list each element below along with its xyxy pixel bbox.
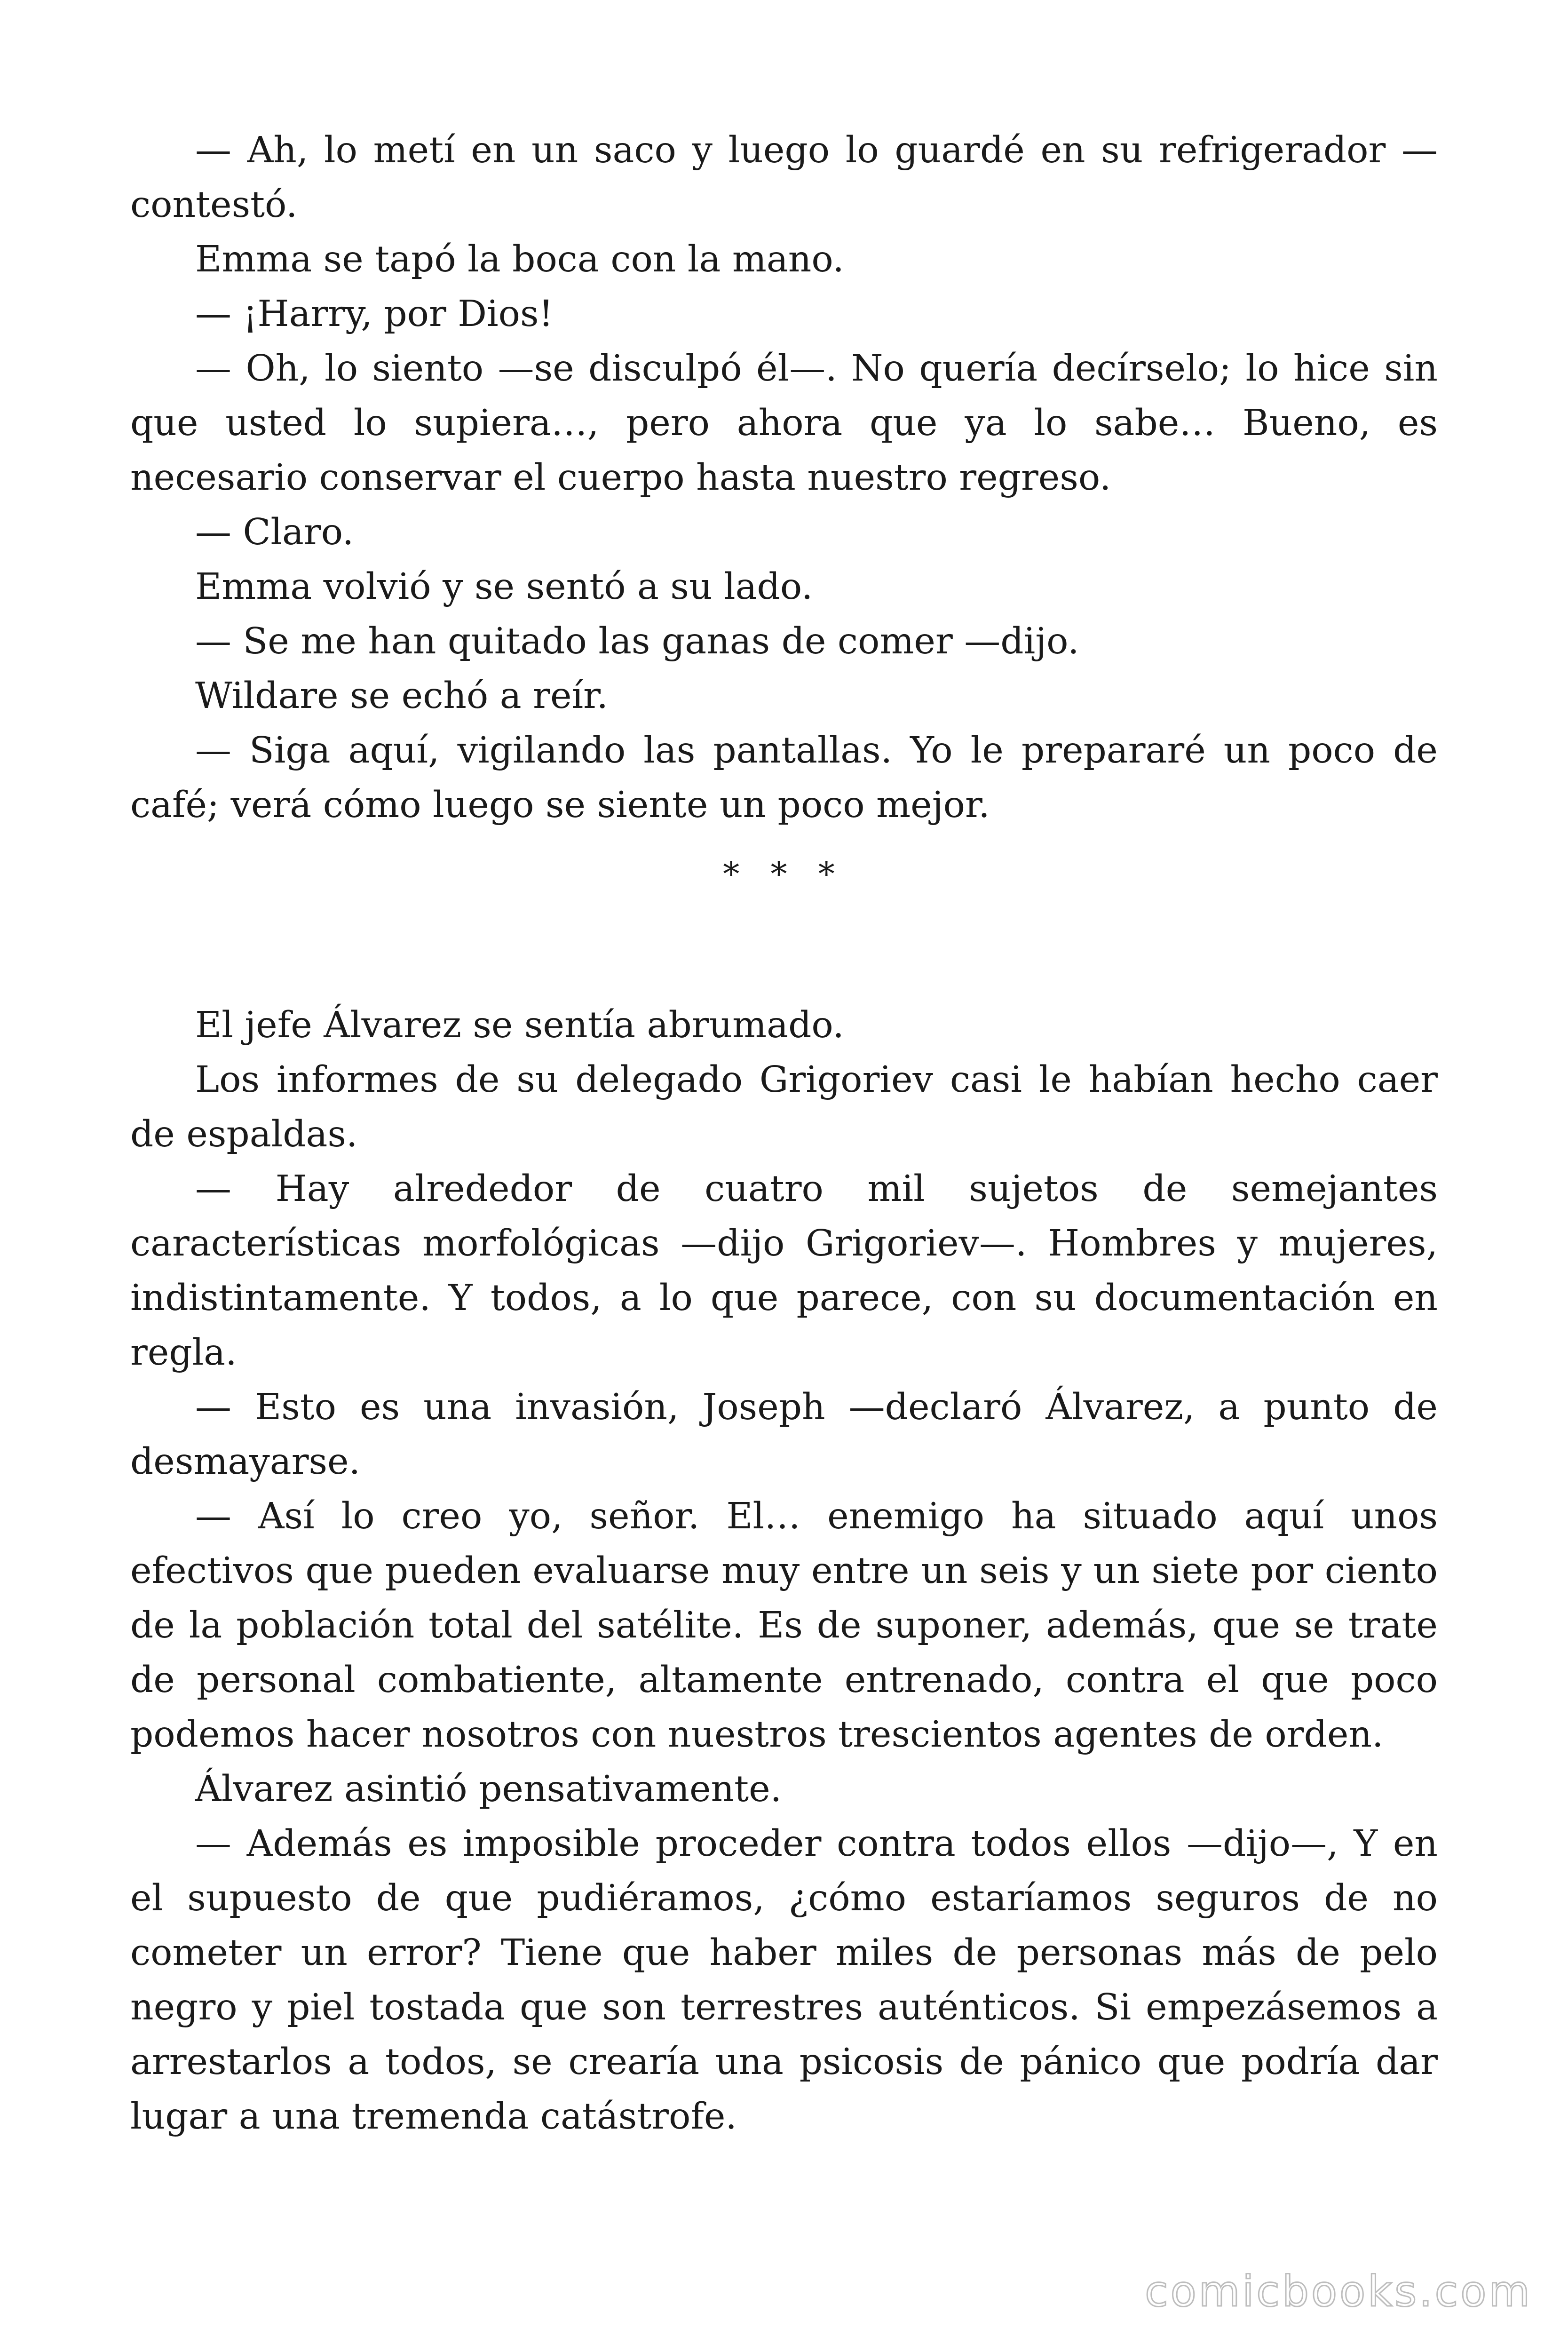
watermark-logo: comicbooks.com xyxy=(1145,2267,1532,2316)
paragraph: — Esto es una invasión, Joseph —declaró Álvarez, a punto de desmayarse. xyxy=(130,1386,1438,1483)
paragraph: El jefe Álvarez se sentía abrumado. xyxy=(195,1004,844,1046)
paragraph: Emma se tapó la boca con la mano. xyxy=(195,238,844,280)
paragraph: — ¡Harry, por Dios! xyxy=(195,293,554,335)
book-page xyxy=(130,123,1438,2144)
paragraph: — Así lo creo yo, señor. El… enemigo ha situado aquí unos efectivos que pueden evaluarse muy entre un seis y un siete por ciento de la población total del satélite. Es de suponer, además, que se trate de personal combatiente, altamente entrenado, contra el que poco podemos hacer nosotros con nuestros trescientos agentes de orden. xyxy=(130,1495,1438,1756)
paragraph: Emma volvió y se sentó a su lado. xyxy=(195,566,813,608)
section-separator: * * * xyxy=(723,855,845,893)
section-two xyxy=(130,998,1438,2144)
paragraph: — Claro. xyxy=(195,511,354,553)
paragraph: Álvarez asintió pensativamente. xyxy=(195,1768,782,1810)
paragraph: — Ah, lo metí en un saco y luego lo guardé en su refrigerador — contestó. xyxy=(130,129,1438,226)
paragraph: — Hay alrededor de cuatro mil sujetos de semejantes características morfológicas —dijo Grigoriev—. Hombres y mujeres, indistintamente. Y todos, a lo que parece, con su documentación en regla. xyxy=(130,1168,1438,1374)
paragraph: Wildare se echó a reír. xyxy=(195,675,608,717)
paragraph: — Además es imposible proceder contra todos ellos —dijo—, Y en el supuesto de que pudiéramos, ¿cómo estaríamos seguros de no cometer un error? Tiene que haber miles de personas más de pelo negro y piel tostada que son terrestres auténticos. Si empezásemos a arrestarlos a todos, se crearía una psicosis de pánico que podría dar lugar a una tremenda catástrofe. xyxy=(130,1823,1438,2137)
paragraph: — Oh, lo siento —se disculpó él—. No quería decírselo; lo hice sin que usted lo supiera…, pero ahora que ya lo sabe… Bueno, es necesario conservar el cuerpo hasta nuestro regreso. xyxy=(130,348,1438,499)
paragraph: — Se me han quitado las ganas de comer —dijo. xyxy=(195,620,1079,662)
section-one xyxy=(130,123,1438,833)
paragraph: — Siga aquí, vigilando las pantallas. Yo le prepararé un poco de café; verá cómo luego se siente un poco mejor. xyxy=(130,730,1438,826)
paragraph: Los informes de su delegado Grigoriev casi le habían hecho caer de espaldas. xyxy=(130,1059,1438,1155)
